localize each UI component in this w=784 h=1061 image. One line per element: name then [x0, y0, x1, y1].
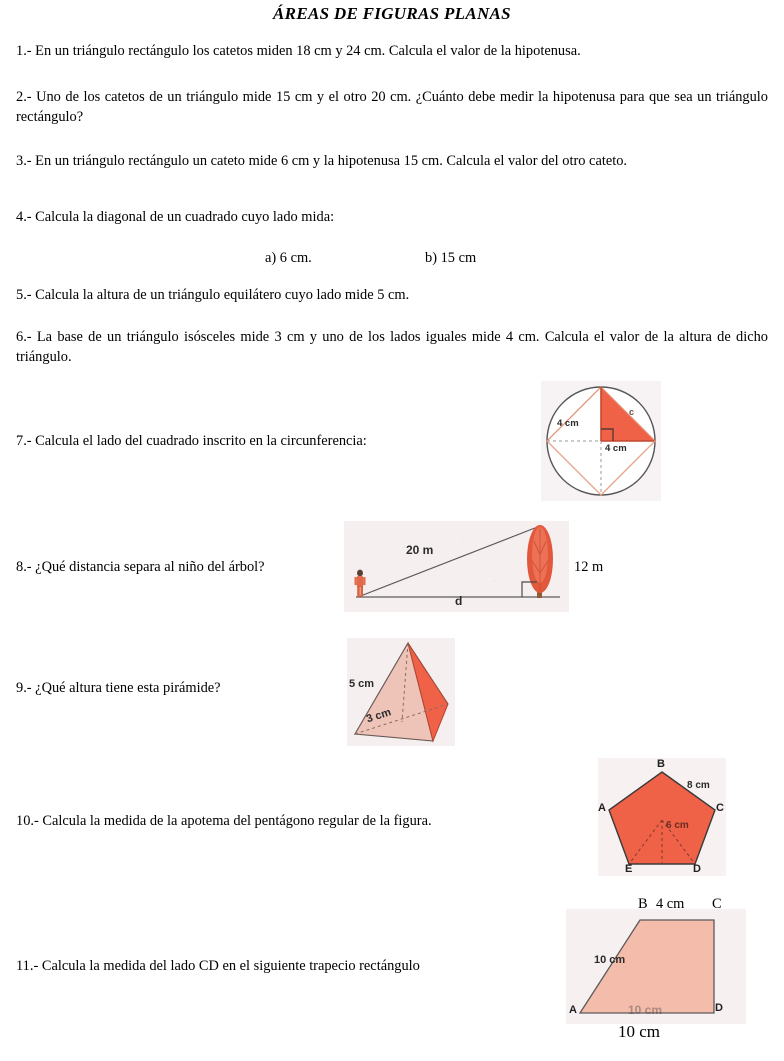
pentagon-vertex-e-label: E [625, 863, 633, 875]
figure-circle-inscribed-square [541, 381, 661, 501]
pentagon-vertex-a-label: A [598, 802, 606, 814]
trapezoid-bottom-label: 10 cm [618, 1022, 661, 1041]
question-1: 1.- En un triángulo rectángulo los catetos miden 18 cm y 24 cm. Calcula el valor de la hipotenusa. [16, 43, 581, 59]
question-7: 7.- Calcula el lado del cuadrado inscrito en la circunferencia: [16, 433, 367, 449]
trapezoid-vertex-a-label: A [569, 1004, 577, 1016]
question-4: 4.- Calcula la diagonal de un cuadrado cuyo lado mida: [16, 209, 335, 225]
trapezoid-bottom-label-scan: 10 cm [628, 1003, 663, 1017]
figure-pentagon [598, 758, 726, 876]
boy-tree-height-label: 12 m [574, 559, 604, 575]
question-10: 10.- Calcula la medida de la apotema del pentágono regular de la figura. [16, 813, 432, 829]
circle-vertical-leg-label: 4 cm [557, 418, 579, 429]
page-title: ÁREAS DE FIGURAS PLANAS [273, 4, 511, 23]
question-11: 11.- Calcula la medida del lado CD en el siguiente trapecio rectángulo [16, 958, 420, 974]
question-3: 3.- En un triángulo rectángulo un cateto mide 6 cm y la hipotenusa 15 cm. Calcula el valor del otro cateto. [16, 153, 628, 169]
pentagon-vertex-c-label: C [716, 802, 724, 814]
pyramid-slant-edge-label: 5 cm [349, 678, 375, 690]
question-5: 5.- Calcula la altura de un triángulo equilátero cuyo lado mide 5 cm. [16, 287, 410, 303]
trapezoid-vertex-b-label: B [638, 896, 648, 912]
boy-tree-hypotenuse-label: 20 m [406, 543, 434, 557]
trapezoid-top-label: 4 cm [656, 896, 685, 912]
question-4-option-a: a) 6 cm. [265, 250, 312, 266]
question-9: 9.- ¿Qué altura tiene esta pirámide? [16, 680, 221, 696]
question-2: 2.- Uno de los catetos de un triángulo mide 15 cm y el otro 20 cm. ¿Cuánto debe medir la hipotenusa para que sea un triángulo rectángulo? [16, 89, 768, 125]
figure-pyramid [347, 638, 455, 746]
pentagon-radius-label: 6 cm [666, 820, 689, 831]
circle-horizontal-leg-label: 4 cm [605, 443, 627, 454]
figure-boy-and-tree [344, 521, 569, 612]
circle-hypotenuse-label: c [629, 407, 635, 417]
trapezoid-vertex-d-label: D [715, 1002, 723, 1014]
question-6: 6.- La base de un triángulo isósceles mide 3 cm y uno de los lados iguales mide 4 cm. Calcula el valor de la altura de dicho triángulo. [16, 329, 768, 365]
boy-tree-base-label: d [455, 594, 463, 608]
pentagon-vertex-b-label: B [657, 758, 665, 770]
trapezoid-slant-label: 10 cm [594, 954, 626, 966]
trapezoid-vertex-c-label: C [712, 896, 722, 912]
pentagon-vertex-d-label: D [693, 863, 701, 875]
question-8: 8.- ¿Qué distancia separa al niño del árbol? [16, 559, 265, 575]
pentagon-side-label: 8 cm [687, 780, 710, 791]
figure-trapezoid [566, 909, 746, 1024]
pyramid-base-edge-label: 3 cm [365, 706, 393, 726]
question-4-option-b: b) 15 cm [425, 250, 477, 266]
